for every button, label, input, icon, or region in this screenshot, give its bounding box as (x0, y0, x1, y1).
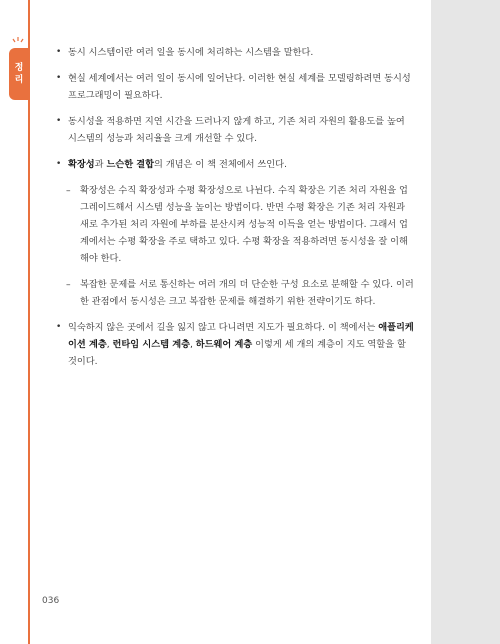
list-item (54, 156, 414, 173)
item-text: 의 개념은 이 책 전체에서 쓰인다. (154, 159, 287, 170)
term-runtime-layer: 런타임 시스템 계층 (112, 339, 190, 350)
bullet: • (56, 159, 62, 169)
term-application-layer: 애플리케이션 계층 (68, 322, 414, 350)
summary-tab-char-2: 리 (14, 75, 24, 85)
item-text: 동시성을 적용하면 지연 시간을 드러나지 않게 하고, 기존 처리 자원의 활용도를 높여 시스템의 성능과 처리율을 크게 개선할 수 있다. (68, 116, 405, 144)
outer-margin (431, 0, 500, 644)
summary-tab (9, 48, 29, 100)
list-item (54, 70, 414, 104)
sub-item-text: 복잡한 문제를 서로 통신하는 여러 개의 더 단순한 구성 요소로 분해할 수 있다. 이러한 관점에서 동시성은 크고 복잡한 문제를 해결하기 위한 전략이기도 하다. (80, 279, 414, 307)
dash: – (66, 185, 71, 196)
item-text: 과 (94, 159, 107, 170)
term-loose-coupling: 느슨한 결합 (106, 159, 155, 170)
page-number: 036 (42, 596, 60, 606)
list-item (54, 113, 414, 147)
item-text: 동시 시스템이란 여러 일을 동시에 처리하는 시스템을 말한다. (68, 47, 314, 58)
summary-content (54, 44, 414, 379)
term-scalability: 확장성 (68, 159, 95, 170)
item-text: 현실 세계에서는 여러 일이 동시에 일어난다. 이러한 현실 세계를 모델링하려면 동시성 프로그래밍이 필요하다. (68, 73, 411, 101)
sub-item-text: 확장성은 수직 확장성과 수평 확장성으로 나뉜다. 수직 확장은 기존 처리 자원을 업그레이드해서 시스템 성능을 높이는 방법이다. 반면 수평 확장은 기존 처리 자원과 새로 추가된 처리 자원에 부하를 분산시켜 성능적 이득을 얻는 방법이다. 그래서 업계에서는 수평 확장을 주로 택하고 있다. 수평 확장을 적용하려면 동시성을 잘 이해해야 한다. (80, 185, 408, 264)
sub-list-item (54, 276, 414, 310)
list-item (54, 319, 414, 370)
item-text: , (106, 339, 113, 350)
sub-list-item (54, 182, 414, 267)
bullet: • (56, 47, 62, 57)
item-text: 익숙하지 않은 곳에서 길을 잃지 않고 다니려면 지도가 필요하다. 이 책에서는 (68, 322, 379, 333)
bullet: • (56, 73, 62, 83)
bullet: • (56, 322, 62, 332)
term-hardware-layer: 하드웨어 계층 (195, 339, 253, 350)
spark-icon (10, 36, 26, 46)
summary-tab-char-1: 정 (14, 63, 24, 73)
item-text: 이렇게 세 개의 계층이 지도 역할을 할 것이다. (68, 339, 406, 367)
bullet: • (56, 116, 62, 126)
item-text: , (189, 339, 196, 350)
dash: – (66, 279, 71, 290)
list-item (54, 44, 414, 61)
